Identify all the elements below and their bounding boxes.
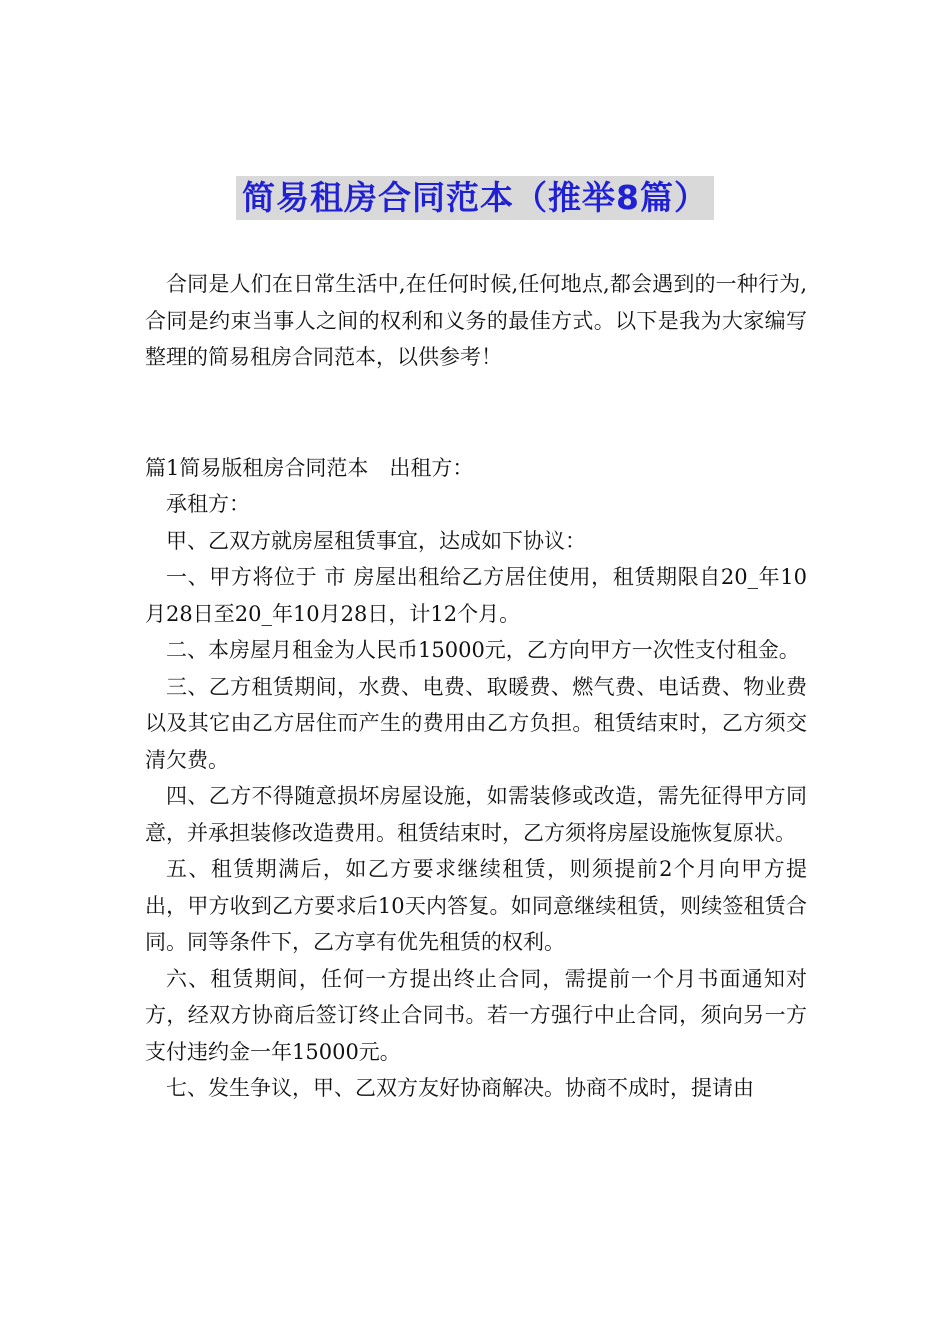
clause-6: 六、租赁期间，任何一方提出终止合同，需提前一个月书面通知对方，经双方协商后签订终止合同书。若一方强行中止合同，须向另一方支付违约金一年15000元。 [145, 966, 807, 1064]
party-b-line: 承租方： [166, 492, 250, 516]
title-container [0, 176, 950, 220]
section-heading: 篇1简易版租房合同范本 出租方： [145, 455, 474, 480]
document-body [145, 266, 807, 1107]
clause-1: 一、甲方将位于 市 房屋出租给乙方居住使用，租赁期限自20_年10月28日至20_年10月28日，计12个月。 [145, 565, 807, 626]
paragraph-gap [145, 376, 807, 450]
clause-4: 四、乙方不得随意损坏房屋设施，如需装修或改造，需先征得甲方同意，并承担装修改造费用。租赁结束时，乙方须将房屋设施恢复原状。 [145, 784, 807, 845]
clause-5: 五、租赁期满后，如乙方要求继续租赁，则须提前2个月向甲方提出，甲方收到乙方要求后10天内答复。如同意继续租赁，则续签租赁合同。同等条件下，乙方享有优先租赁的权利。 [145, 857, 807, 954]
agreement-line: 甲、乙双方就房屋租赁事宜，达成如下协议： [166, 528, 586, 553]
document-title: 简易租房合同范本（推举8篇） [236, 176, 714, 220]
intro-paragraph: 合同是人们在日常生活中,在任何时候,任何地点,都会遇到的一种行为,合同是约束当事人之间的权利和义务的最佳方式。以下是我为大家编写整理的简易租房合同范本，以供参考！ [145, 272, 807, 369]
clause-7: 七、发生争议，甲、乙双方友好协商解决。协商不成时，提请由 [166, 1076, 754, 1100]
clause-2: 二、本房屋月租金为人民币15000元，乙方向甲方一次性支付租金。 [166, 638, 800, 662]
clause-3: 三、乙方租赁期间，水费、电费、取暖费、燃气费、电话费、物业费以及其它由乙方居住而产生的费用由乙方负担。租赁结束时，乙方须交清欠费。 [145, 674, 807, 772]
